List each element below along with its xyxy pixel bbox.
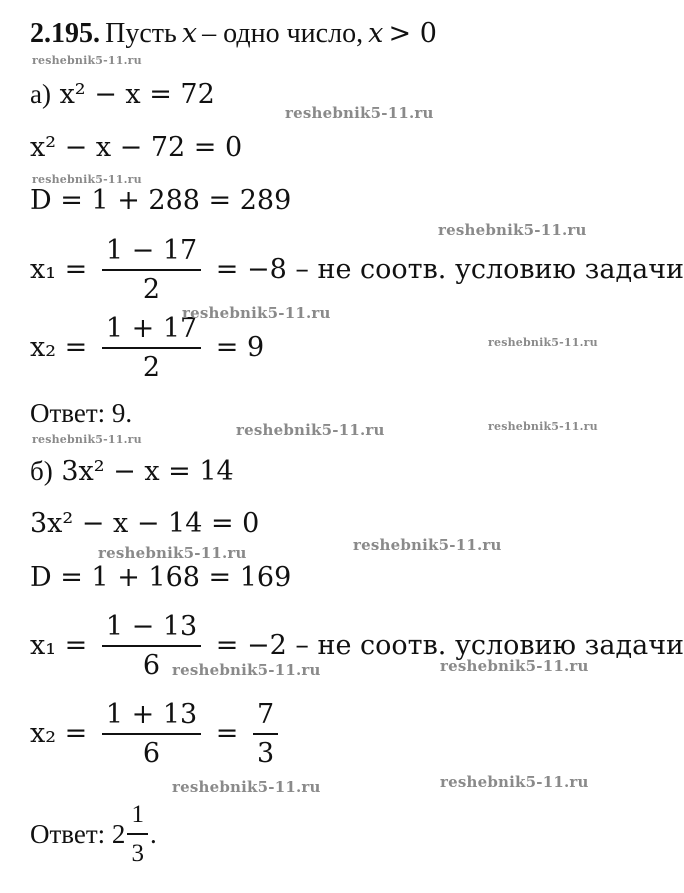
problem-intro: Пусть <box>105 18 177 49</box>
part-a-answer: Ответ: 9. <box>30 398 133 428</box>
part-a-x1: x₁ = $\frac{1 - 17}{2}$ = −8 – не соотв. условию задачи <box>30 235 684 305</box>
header-cond-var: x <box>368 18 384 49</box>
part-b-x2: x₂ = $\frac{1 + 13}{6}$ = $\frac{7}{3}$ <box>30 700 284 769</box>
watermark: reshebnik5-11.ru <box>32 433 142 446</box>
part-a-eq1: а) x² − x = 72 <box>30 79 215 110</box>
part-b-x2-result-fraction: $\frac{7}{3}$ <box>253 700 278 769</box>
part-a-x2-fraction: $\frac{1 + 17}{2}$ <box>102 314 201 383</box>
part-b-x2-fraction: $\frac{1 + 13}{6}$ <box>102 700 201 769</box>
watermark: reshebnik5-11.ru <box>440 773 589 791</box>
part-b-eq2: 3x² − x − 14 = 0 <box>30 508 260 539</box>
part-b-eq1: б) 3x² − x = 14 <box>30 456 234 487</box>
part-a-x2: x₂ = $\frac{1 + 17}{2}$ = 9 <box>30 313 265 383</box>
part-b-x1: x₁ = $\frac{1 - 13}{6}$ = −2 – не соотв. условию задачи <box>30 611 684 681</box>
watermark: reshebnik5-11.ru <box>182 304 331 322</box>
watermark: reshebnik5-11.ru <box>353 536 502 554</box>
watermark: reshebnik5-11.ru <box>236 421 385 439</box>
watermark: reshebnik5-11.ru <box>172 778 321 796</box>
watermark: reshebnik5-11.ru <box>32 173 142 186</box>
header-cond-rel: > 0 <box>388 18 437 49</box>
part-b-answer: Ответ: 2 $\frac{1}{3}$ . <box>30 801 157 867</box>
watermark: reshebnik5-11.ru <box>172 661 321 679</box>
watermark: reshebnik5-11.ru <box>98 544 247 562</box>
watermark: reshebnik5-11.ru <box>32 54 142 67</box>
part-b-discriminant: D = 1 + 168 = 169 <box>30 562 292 593</box>
part-a-eq2: x² − x − 72 = 0 <box>30 132 243 163</box>
watermark: reshebnik5-11.ru <box>438 221 587 239</box>
problem-number: 2.195. <box>30 18 100 49</box>
header-var: x <box>181 18 198 49</box>
watermark: reshebnik5-11.ru <box>488 336 598 349</box>
part-a-discriminant: D = 1 + 288 = 289 <box>30 185 292 216</box>
watermark: reshebnik5-11.ru <box>488 420 598 433</box>
part-b-answer-fraction: $\frac{1}{3}$ <box>127 800 148 869</box>
problem-header <box>30 18 437 50</box>
part-b-x1-fraction: $\frac{1 - 13}{6}$ <box>102 612 201 681</box>
header-rest: – одно число, <box>202 18 364 49</box>
watermark: reshebnik5-11.ru <box>440 657 589 675</box>
part-a-x1-fraction: $\frac{1 - 17}{2}$ <box>102 236 201 305</box>
watermark: reshebnik5-11.ru <box>285 104 434 122</box>
